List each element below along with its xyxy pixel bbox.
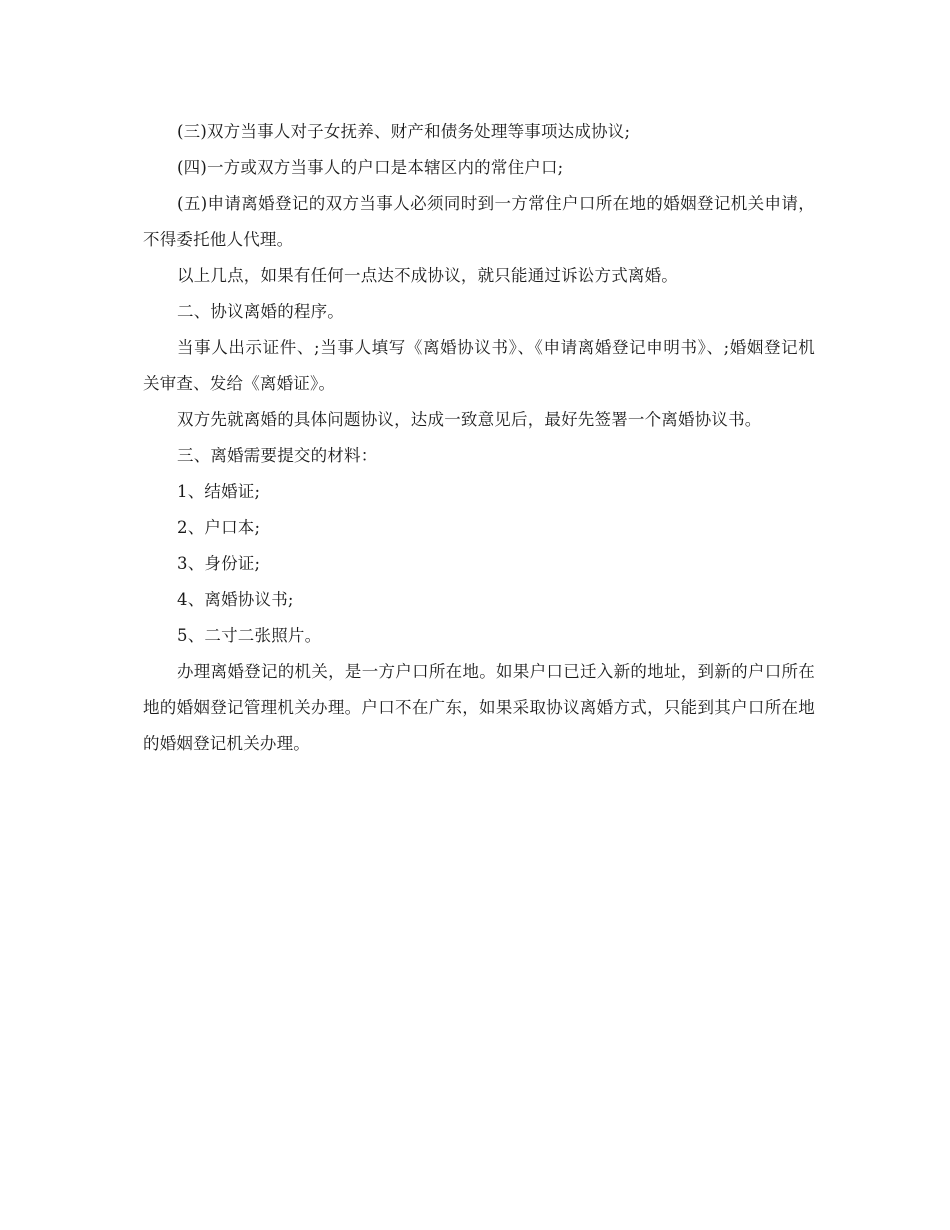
paragraph-procedure-steps: 当事人出示证件、;当事人填写《离婚协议书》、《申请离婚登记申明书》、;婚姻登记机关审查、发给《离婚证》。 — [143, 338, 815, 393]
list-item-material-2: 2、户口本; — [177, 518, 261, 537]
paragraph-registration-office: 办理离婚登记的机关，是一方户口所在地。如果户口已迁入新的地址，到新的户口所在地的婚姻登记管理机关办理。户口不在广东，如果采取协议离婚方式，只能到其户口所在地的婚姻登记机关办理。 — [143, 662, 815, 753]
paragraph-condition-4: (四)一方或双方当事人的户口是本辖区内的常住户口; — [177, 158, 564, 177]
paragraph-summary: 以上几点，如果有任何一点达不成协议，就只能通过诉讼方式离婚。 — [177, 266, 678, 285]
list-item-material-5: 5、二寸二张照片。 — [177, 626, 322, 645]
document-page — [143, 114, 815, 762]
section-heading-materials: 三、离婚需要提交的材料： — [177, 446, 378, 465]
list-item-material-3: 3、身份证; — [177, 554, 261, 573]
section-heading-procedure: 二、协议离婚的程序。 — [177, 302, 344, 321]
list-item-material-1: 1、结婚证; — [177, 482, 261, 501]
paragraph-procedure-advice: 双方先就离婚的具体问题协议，达成一致意见后，最好先签署一个离婚协议书。 — [177, 410, 762, 429]
list-item-material-4: 4、离婚协议书; — [177, 590, 294, 609]
paragraph-condition-3: (三)双方当事人对子女抚养、财产和债务处理等事项达成协议; — [177, 122, 631, 141]
paragraph-condition-5: (五)申请离婚登记的双方当事人必须同时到一方常住户口所在地的婚姻登记机关申请，不得委托他人代理。 — [143, 194, 815, 249]
